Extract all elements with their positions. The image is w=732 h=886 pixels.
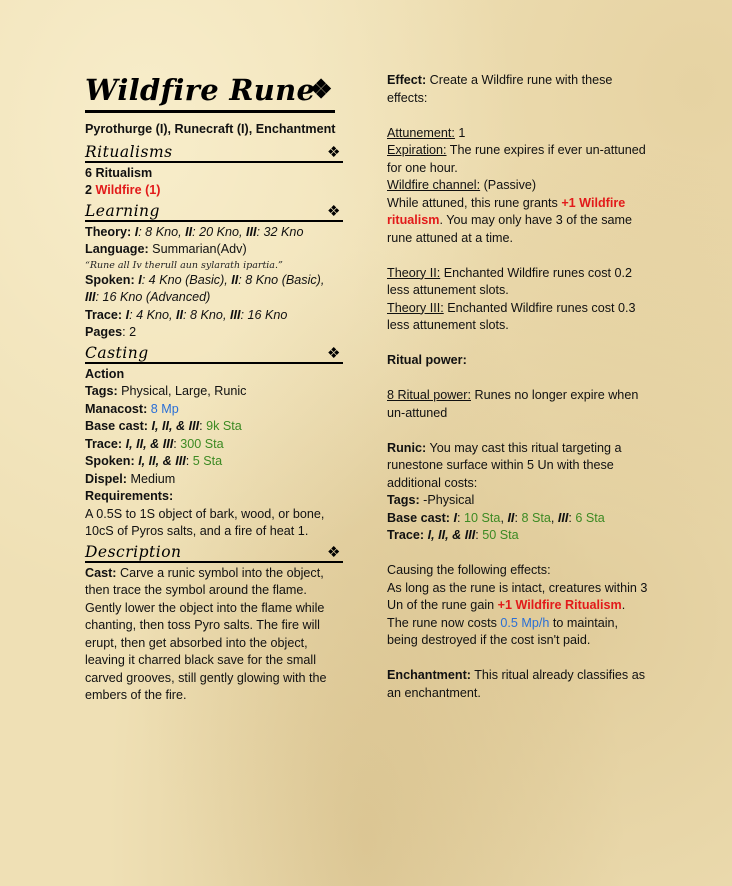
label: Enchantment: <box>387 668 471 682</box>
description-cast <box>85 565 343 705</box>
spell-title-text: Wildfire Rune <box>85 73 316 107</box>
effect-theory-ii <box>387 265 649 300</box>
effect-attunement <box>387 125 649 143</box>
value: Create a Wildfire rune with these effects: <box>387 73 613 105</box>
label: Theory II: <box>387 265 441 280</box>
diamond-ornament-icon: ❖ <box>309 75 333 105</box>
level: I <box>138 272 142 287</box>
runic-tags <box>387 492 649 510</box>
value: Physical, Large, Runic <box>117 384 247 398</box>
casting-requirements-label: Requirements: <box>85 489 174 503</box>
label: 8 Ritual power: <box>387 388 471 402</box>
value: You may cast this ritual targeting a runestone surface within 5 Un with these additional costs: <box>387 440 622 490</box>
ritualism-wildfire: Wildfire (1) <box>95 183 161 197</box>
effect-channel-desc <box>387 195 649 248</box>
level: III <box>557 510 569 525</box>
section-heading-casting <box>85 344 343 364</box>
label: Runic: <box>387 440 427 455</box>
label: Cast: <box>85 565 117 580</box>
label: Language: <box>85 242 149 256</box>
spell-schools: Pyrothurge (I), Runecraft (I), Enchantment <box>85 122 336 136</box>
effect-channel <box>387 177 649 195</box>
casting-dispel <box>85 471 343 489</box>
learning-language <box>85 241 343 259</box>
label: Manacost: <box>85 401 148 416</box>
value: : 8 Kno, <box>138 224 186 239</box>
label: Trace: <box>387 528 425 542</box>
runic-basecast: Base cast: I: 10 Sta, II: 8 Sta, III: 6 Sta <box>387 510 605 525</box>
level: II <box>231 272 239 287</box>
runic-causing: Causing the following effects: <box>387 563 551 577</box>
label: Pages <box>85 325 123 339</box>
casting-requirements: A 0.5S to 1S object of bark, wood, or bone, 10cS of Pyros salts, and a fire of heat 1. <box>85 506 325 538</box>
value: : 16 Kno <box>240 307 288 322</box>
label: Spoken: <box>85 454 135 468</box>
value: : 4 Kno, <box>129 307 177 322</box>
section-heading-text: Description <box>85 542 182 561</box>
right-column <box>387 72 649 702</box>
label: Trace: <box>85 436 123 451</box>
learning-spoken <box>85 272 343 307</box>
levels: I, II, & III <box>427 528 476 542</box>
value: : 16 Kno (Advanced) <box>95 290 211 304</box>
value: Enchanted Wildfire runes cost 0.2 less attunement slots. <box>387 265 633 297</box>
learning-theory <box>85 224 343 242</box>
level: I <box>134 224 139 239</box>
value: : 20 Kno, <box>192 224 247 239</box>
ritualism-count: 2 <box>85 183 93 197</box>
ritualism-line <box>85 182 343 200</box>
highlight: +1 Wildfire ritualism <box>387 195 626 227</box>
text: to maintain, being destroyed if the cost isn't paid. <box>387 615 619 647</box>
label: Tags: <box>85 384 118 398</box>
value: : 8 Kno, <box>183 307 230 322</box>
label: Dispel: <box>85 471 127 486</box>
label: Theory: <box>85 224 132 239</box>
effect-intro <box>387 72 649 107</box>
value: (Passive) <box>480 178 537 192</box>
casting-trace: Trace: I, II, & III: 300 Sta <box>85 436 224 451</box>
value: : 32 Kno <box>256 224 304 239</box>
value: 300 Sta <box>180 436 224 451</box>
label: Tags: <box>387 493 420 507</box>
label: Base cast: <box>85 419 149 433</box>
value: 1 <box>454 125 466 140</box>
runic-effect <box>387 580 649 650</box>
section-heading-text: Learning <box>85 201 160 220</box>
value: 6 Sta <box>575 510 605 525</box>
value: 10 Sta <box>464 510 501 525</box>
level: III <box>246 224 257 239</box>
section-heading-text: Casting <box>85 343 149 362</box>
casting-spoken: Spoken: I, II, & III: 5 Sta <box>85 454 223 468</box>
level: III <box>229 307 241 322</box>
enchantment-note <box>387 667 649 702</box>
value: : 2 <box>122 325 137 339</box>
value: : 4 Kno (Basic), <box>141 272 232 287</box>
label: Base cast: <box>387 510 451 525</box>
value: Medium <box>127 471 176 486</box>
left-column <box>85 72 343 705</box>
label: Attunement: <box>387 125 455 140</box>
highlight: +1 Wildfire Ritualism <box>497 598 622 612</box>
diamond-ornament-icon: ❖ <box>327 201 341 220</box>
learning-trace <box>85 307 343 325</box>
ritual-power-heading: Ritual power: <box>387 353 467 367</box>
text: As long as the rune is intact, creatures within 3 Un of the rune gain <box>387 580 648 612</box>
text: . You may only have 3 of the same rune attuned at a time. <box>387 213 633 245</box>
text: While attuned, this rune grants <box>387 195 562 210</box>
effect-theory-iii <box>387 300 649 335</box>
section-heading-learning <box>85 202 343 222</box>
levels: I, II, & III <box>151 419 200 433</box>
value: The rune expires if ever un-attuned for one hour. <box>387 143 646 175</box>
casting-manacost <box>85 401 343 419</box>
level: II <box>507 510 515 525</box>
level: II <box>185 224 193 239</box>
casting-action: Action <box>85 366 125 381</box>
value: 9k Sta <box>206 419 242 433</box>
diamond-ornament-icon: ❖ <box>327 542 341 561</box>
level: II <box>176 307 184 322</box>
label: Theory III: <box>387 300 444 315</box>
value: 5 Sta <box>192 454 223 468</box>
label: Effect: <box>387 73 427 87</box>
casting-tags <box>85 383 343 401</box>
section-heading-text: Ritualisms <box>85 142 173 161</box>
diamond-ornament-icon: ❖ <box>327 343 341 362</box>
runic-intro <box>387 440 649 493</box>
diamond-ornament-icon: ❖ <box>327 142 341 161</box>
level: I <box>125 307 130 322</box>
label: Wildfire channel: <box>387 178 481 192</box>
label: Expiration: <box>387 143 447 157</box>
cost: 0.5 Mp/h <box>500 615 550 630</box>
value: 8 Sta <box>521 510 551 525</box>
level: III <box>85 290 96 304</box>
text: . The rune now costs <box>387 598 626 630</box>
section-heading-description <box>85 543 343 563</box>
ritualism-line: 6 Ritualism <box>85 165 153 180</box>
levels: I, II, & III <box>138 454 186 468</box>
value: 50 Sta <box>482 528 519 542</box>
value: 8 Mp <box>150 401 179 416</box>
runic-trace: Trace: I, II, & III: 50 Sta <box>387 528 519 542</box>
effect-expiration <box>387 142 649 177</box>
ritual-power-item <box>387 387 649 422</box>
casting-basecast: Base cast: I, II, & III: 9k Sta <box>85 419 242 433</box>
value: -Physical <box>419 493 475 507</box>
section-heading-ritualisms <box>85 143 343 163</box>
levels: I, II, & III <box>125 436 174 451</box>
level: I <box>453 510 458 525</box>
spell-title <box>85 72 335 113</box>
value: Carve a runic symbol into the object, then trace the symbol around the flame. Gently lower the object into the flame while chanting, then toss Pyro salts. The fire will erupt, then get absorbed into the object, leaving it charred black save for the small carved grooves, still gently glowing with the embers of the fire. <box>85 565 327 702</box>
label: Trace: <box>85 307 123 322</box>
value: This ritual already classifies as an enchantment. <box>387 668 646 700</box>
learning-pages <box>85 324 343 342</box>
value: Enchanted Wildfire runes cost 0.3 less attunement slots. <box>387 300 636 332</box>
value: Runes no longer expire when un-attuned <box>387 388 639 420</box>
value: Summarian(Adv) <box>148 242 247 256</box>
label: Spoken: <box>85 272 135 287</box>
value: : 8 Kno (Basic), <box>238 272 325 287</box>
incantation-quote: “Rune all Iv therull aun sylarath ipartia.” <box>85 259 283 271</box>
